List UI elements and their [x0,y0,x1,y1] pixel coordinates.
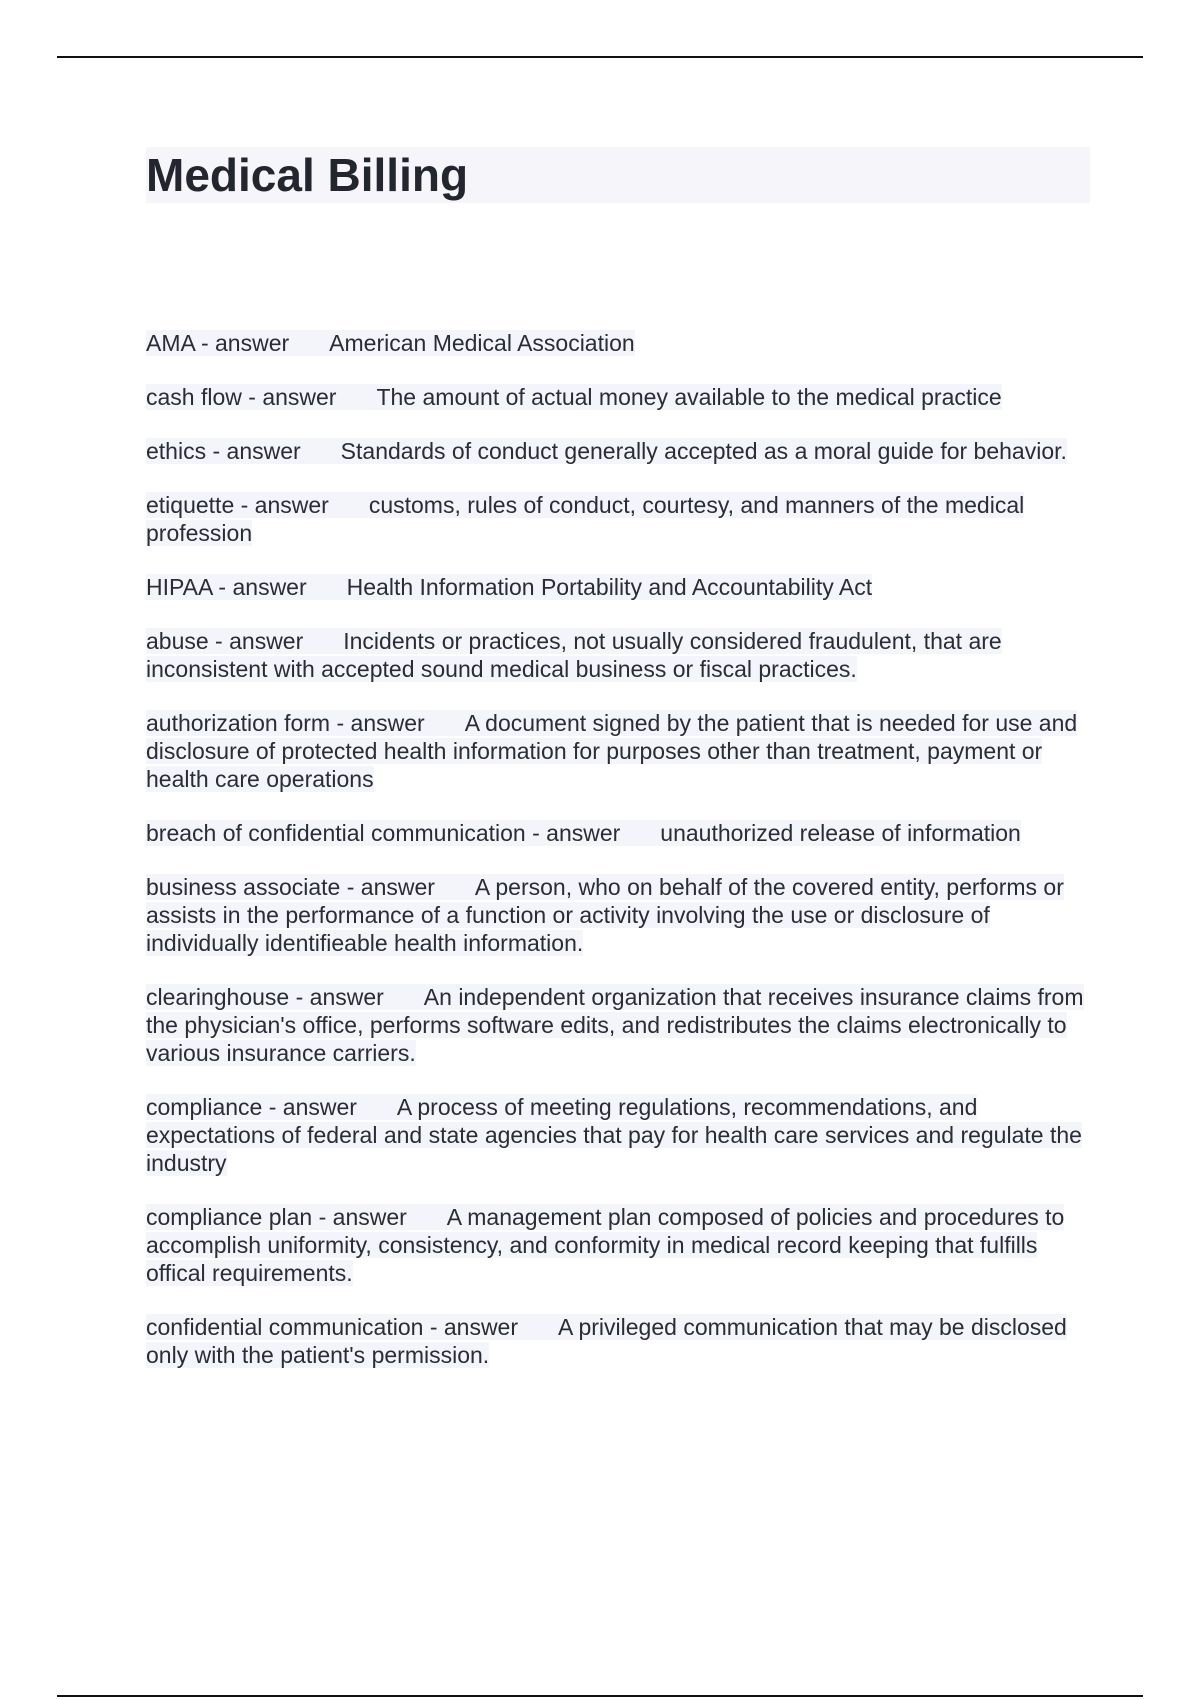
term-entry [146,819,1090,847]
term-definition: The amount of actual money available to the medical practice [376,384,1002,410]
top-rule [57,56,1143,58]
term-entry [146,437,1090,465]
term-definition: unauthorized release of information [660,820,1021,846]
term-label: compliance plan - answer [146,1204,407,1230]
term-entry [146,873,1090,957]
term-entry [146,383,1090,411]
term-entry [146,627,1090,683]
term-label: confidential communication - answer [146,1314,519,1340]
page-title: Medical Billing [146,149,469,201]
term-label: compliance - answer [146,1094,357,1120]
term-definition: A document signed by the patient that is needed for use and disclosure of protected health information for purposes other than treatment, payment or health care operations [146,710,1078,792]
term-entry [146,1313,1090,1369]
term-label: HIPAA - answer [146,574,307,600]
term-definition: A privileged communication that may be disclosed only with the patient's permission. [146,1314,1067,1368]
term-definition: Standards of conduct generally accepted as a moral guide for behavior. [340,438,1067,464]
term-definition: American Medical Association [329,330,635,356]
document-body [146,147,1090,1395]
term-definition: customs, rules of conduct, courtesy, and manners of the medical profession [146,492,1025,546]
term-entry [146,1093,1090,1177]
bottom-rule [57,1695,1143,1697]
term-label: clearinghouse - answer [146,984,384,1010]
title-band [146,147,1090,203]
term-entry [146,329,1090,357]
term-definition: A person, who on behalf of the covered entity, performs or assists in the performance of a function or activity involving the use or disclosure of individually identifieable health information. [146,874,1064,956]
term-label: AMA - answer [146,330,290,356]
term-entry [146,983,1090,1067]
term-label: authorization form - answer [146,710,425,736]
term-entry [146,491,1090,547]
term-label: etiquette - answer [146,492,329,518]
term-definition: An independent organization that receives insurance claims from the physician's office, performs software edits, and redistributes the claims electronically to various insurance carriers. [146,984,1084,1066]
term-definition: Incidents or practices, not usually considered fraudulent, that are inconsistent with accepted sound medical business or fiscal practices. [146,628,1002,682]
term-definition: A process of meeting regulations, recommendations, and expectations of federal and state agencies that pay for health care services and regulate the industry [146,1094,1082,1176]
term-definition: Health Information Portability and Accountability Act [346,574,873,600]
term-label: cash flow - answer [146,384,337,410]
term-entry [146,709,1090,793]
term-label: business associate - answer [146,874,435,900]
term-entry [146,573,1090,601]
term-label: breach of confidential communication - answer [146,820,621,846]
term-label: ethics - answer [146,438,301,464]
term-definition: A management plan composed of policies and procedures to accomplish uniformity, consistency, and conformity in medical record keeping that fulfills offical requirements. [146,1204,1065,1286]
term-entry [146,1203,1090,1287]
term-label: abuse - answer [146,628,304,654]
term-list [146,329,1090,1369]
